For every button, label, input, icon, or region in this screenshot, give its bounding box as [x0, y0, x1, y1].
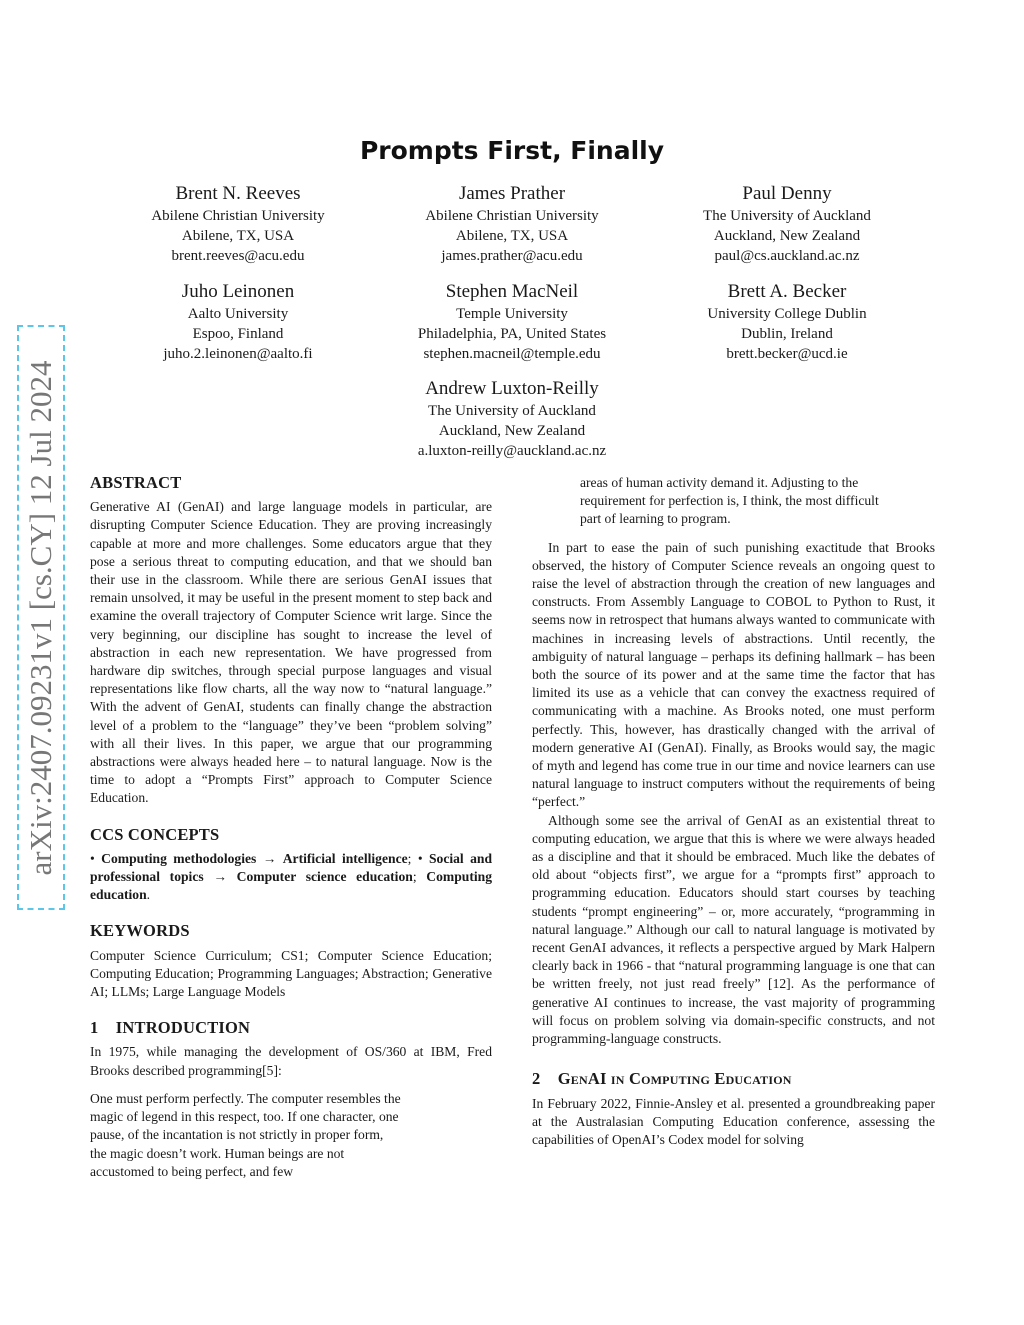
intro-paragraph: Although some see the arrival of GenAI as an existential threat to computing education, we argue that this is where we were always headed as a discipline and that it should be embraced. Much like the debates of old about “objects first”, we argue for a “prompts first” approach to programming education. Educators should start courses by teaching students “prompt engineering” – or, more accurately, “programming in natural language.” Although our call to natural language is motivated by recent GenAI advances, it reflects a perspective argued by Mark Halpern clearly back in 1966 - that “natural programming language is one that can be written freely, not just read freely” [12]. As the performance of generative AI continues to increase, the vast majority of programming will focus on problem solving via domain-specific constructs, and not programming-language constructs.	[532, 812, 935, 1047]
author-location: Dublin, Ireland	[741, 326, 833, 342]
author-affiliation: University College Dublin	[707, 306, 867, 322]
author-block	[362, 377, 662, 461]
paper-title: Prompts First, Finally	[359, 136, 665, 165]
author-affiliation: Temple University	[456, 306, 568, 322]
author-email: james.prather@acu.edu	[441, 248, 583, 264]
author-name: Stephen MacNeil	[445, 281, 579, 302]
author-affiliation: The University of Auckland	[428, 403, 596, 419]
author-email: brent.reeves@acu.edu	[171, 248, 305, 264]
author-name: Juho Leinonen	[181, 281, 295, 302]
author-location: Philadelphia, PA, United States	[417, 326, 607, 342]
author-block	[637, 182, 937, 266]
author-affiliation: Abilene Christian University	[425, 208, 599, 224]
author-affiliation: Abilene Christian University	[151, 208, 325, 224]
author-location: Espoo, Finland	[192, 326, 284, 342]
author-email: paul@cs.auckland.ac.nz	[714, 248, 860, 264]
intro-paragraph: In 1975, while managing the development of OS/360 at IBM, Fred Brooks described programming[5]:	[90, 1044, 492, 1078]
author-block	[637, 280, 937, 364]
author-email: juho.2.leinonen@aalto.fi	[163, 346, 313, 362]
author-name: James Prather	[458, 183, 566, 204]
author-location: Abilene, TX, USA	[181, 228, 295, 244]
left-column	[90, 474, 492, 1181]
abstract-text: Generative AI (GenAI) and large language models in particular, are disrupting Computer Science Education. They are proving increasingly capable at more and more challenges. Some educators argue that they pose a serious threat to computing education, and that we should ban their use in the classroom. While there are serious GenAI issues that remain unsolved, it may be useful in the present moment to step back and examine the overall trajectory of Computer Science writ large. Since the very beginning, our discipline has sought to increase the level of abstraction in each new representation. We have progressed from hardware dip switches, through special purpose languages and visual representations like flow charts, all the way now to “natural language.” With the advent of GenAI, students can finally change the abstraction level of a problem to the “language” they’ve been “problem solving” with all their lives. In this paper, we argue that our programming abstractions were always headed here – to natural language. Now is the time to adopt a “Prompts First” approach to Computer Science Education.	[90, 499, 492, 806]
intro-paragraph: In part to ease the pain of such punishing exactitude that Brooks observed, the history of Computer Science reveals an ongoing quest to raise the level of abstraction through the creation of new languages and constructs. From Assembly Language to COBOL to Python to Rust, it seems now in retrospect that humans always wanted to communicate with machines in increasing levels of abstractions. Until recently, the ambiguity of natural language – perhaps its defining hallmark – has been both the source of its power and at the same time the factor that has limited its use as a vehicle that can convey the exactness required of communicating with a machine. As Brooks noted, one must perform perfectly. This, however, has drastically changed with the arrival of modern generative AI (GenAI). Finally, as Brooks would say, the magic of myth and legend has come true in our time and novice learners can use natural language to instruct computers without the requirements of being “perfect.”	[532, 539, 935, 810]
author-email: a.luxton-reilly@auckland.ac.nz	[417, 443, 607, 459]
author-name: Brett A. Becker	[727, 281, 847, 302]
keywords-heading: KEYWORDS	[90, 921, 190, 941]
author-affiliation: The University of Auckland	[703, 208, 871, 224]
author-email: brett.becker@ucd.ie	[726, 346, 848, 362]
author-affiliation: Aalto University	[187, 306, 289, 322]
author-location: Auckland, New Zealand	[438, 423, 586, 439]
author-block	[88, 280, 388, 364]
brooks-quote-continued: areas of human activity demand it. Adjusting to the requirement for perfection is, I think, the most difficult part of learning to program.	[580, 475, 879, 527]
ccs-heading: CCS CONCEPTS	[90, 824, 220, 844]
introduction-heading: 1 INTRODUCTION	[90, 1018, 251, 1038]
section-2-paragraph: In February 2022, Finnie-Ansley et al. presented a groundbreaking paper at the Australasian Computing Education conference, assessing the capabilities of OpenAI’s Codex model for solving	[532, 1095, 935, 1147]
right-column	[532, 474, 935, 1149]
author-block	[362, 280, 662, 364]
keywords-text: Computer Science Curriculum; CS1; Computer Science Education; Computing Education; Programming Languages; Abstraction; Generative AI; LLMs; Large Language Models	[90, 947, 492, 1000]
author-email: stephen.macneil@temple.edu	[423, 346, 601, 362]
author-location: Abilene, TX, USA	[455, 228, 569, 244]
author-block	[88, 182, 388, 266]
abstract-heading: ABSTRACT	[90, 473, 182, 492]
arxiv-stamp	[17, 325, 65, 910]
author-name: Brent N. Reeves	[175, 183, 301, 204]
brooks-quote: One must perform perfectly. The computer resembles the magic of legend in this respect, too. If one character, one pause, of the incantation is not strictly in proper form, the magic doesn’t work. Human beings are not accustomed to being perfect, and few	[90, 1090, 401, 1179]
author-name: Paul Denny	[742, 183, 832, 204]
author-location: Auckland, New Zealand	[713, 228, 861, 244]
author-name: Andrew Luxton-Reilly	[425, 378, 599, 399]
author-block	[362, 182, 662, 266]
ccs-concepts: • Computing methodologies → Artificial intelligence; • Social and professional topics → Computer science education; Computing education.	[90, 850, 493, 903]
arxiv-identifier: arXiv:2407.09231v1 [cs.CY] 12 Jul 2024	[23, 360, 58, 875]
section-2-heading: 2 GenAI in Computing Education	[532, 1069, 792, 1089]
